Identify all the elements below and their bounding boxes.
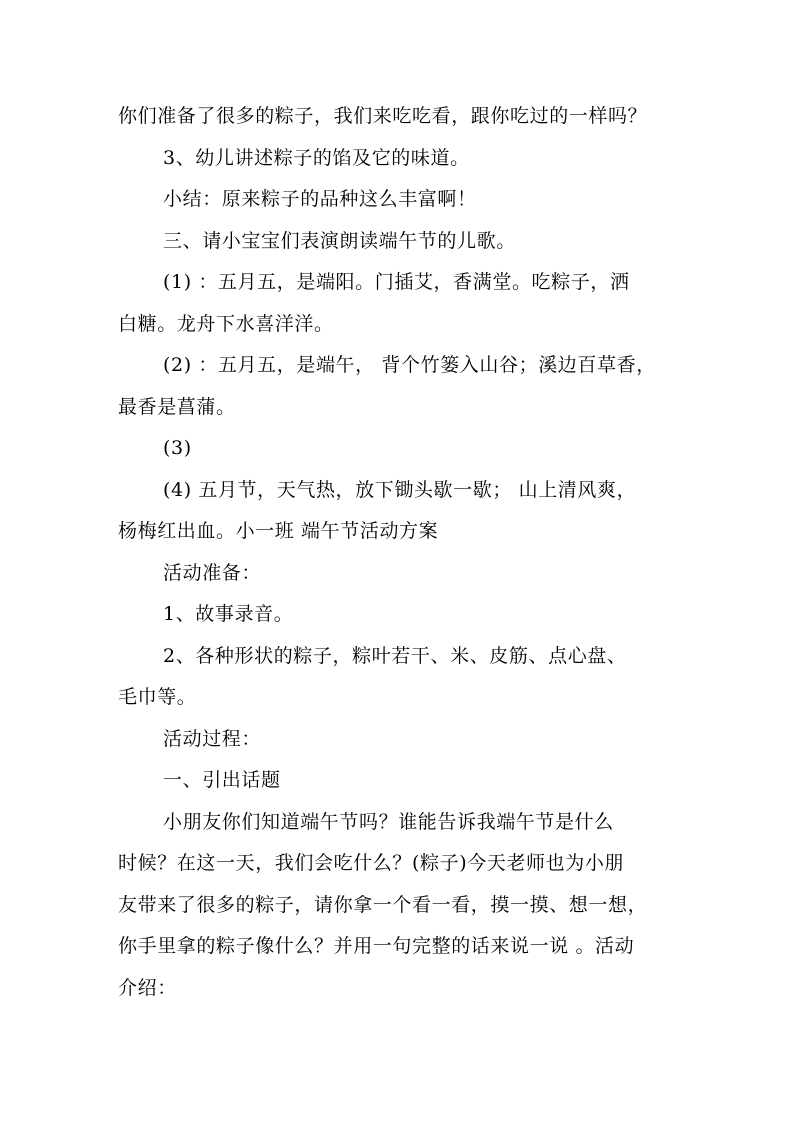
text-line: 3、幼儿讲述粽子的馅及它的味道。 [163,146,470,169]
text-line: 友带来了很多的粽子，请你拿一个看一看，摸一摸、想一想， [118,893,648,916]
text-line: 白糖。龙舟下水喜洋洋。 [118,312,334,335]
text-line: 1、故事录音。 [163,603,294,625]
text-line: 小结：原来粽子的品种这么丰富啊！ [163,188,477,210]
text-line: 活动过程： [163,727,262,750]
text-line: 杨梅红出血。小一班 端午节活动方案 [118,520,439,542]
text-line: 时候？在这一天，我们会吃什么？(粽子)今天老师也为小朋 [118,852,625,874]
text-line: (2) ：五月五，是端午， 背个竹篓入山谷；溪边百草香， [163,354,656,376]
text-line: 2、各种形状的粽子，粽叶若干、米、皮筋、点心盘、 [163,644,627,667]
text-line: 介绍： [118,976,177,999]
text-line: 毛巾等。 [118,686,197,708]
text-line: (4) 五月节，天气热，放下锄头歇一歇； 山上清风爽， [163,478,637,501]
text-line: 最香是菖蒲。 [118,395,236,418]
document-body [118,96,678,1009]
text-line: 三、请小宝宝们表演朗读端午节的儿歌。 [163,229,516,252]
text-line: (3) [163,437,192,459]
text-line: 小朋友你们知道端午节吗？谁能告诉我端午节是什么 [163,810,614,833]
text-line: (1) ：五月五，是端阳。门插艾，香满堂。吃粽子，洒 [163,271,630,293]
text-line: 活动准备： [163,561,262,584]
text-line: 你手里拿的粽子像什么？并用一句完整的话来说一说 。活动 [118,935,635,957]
text-line: 一、引出话题 [163,769,281,791]
text-line: 你们准备了很多的粽子，我们来吃吃看，跟你吃过的一样吗？ [118,105,648,127]
